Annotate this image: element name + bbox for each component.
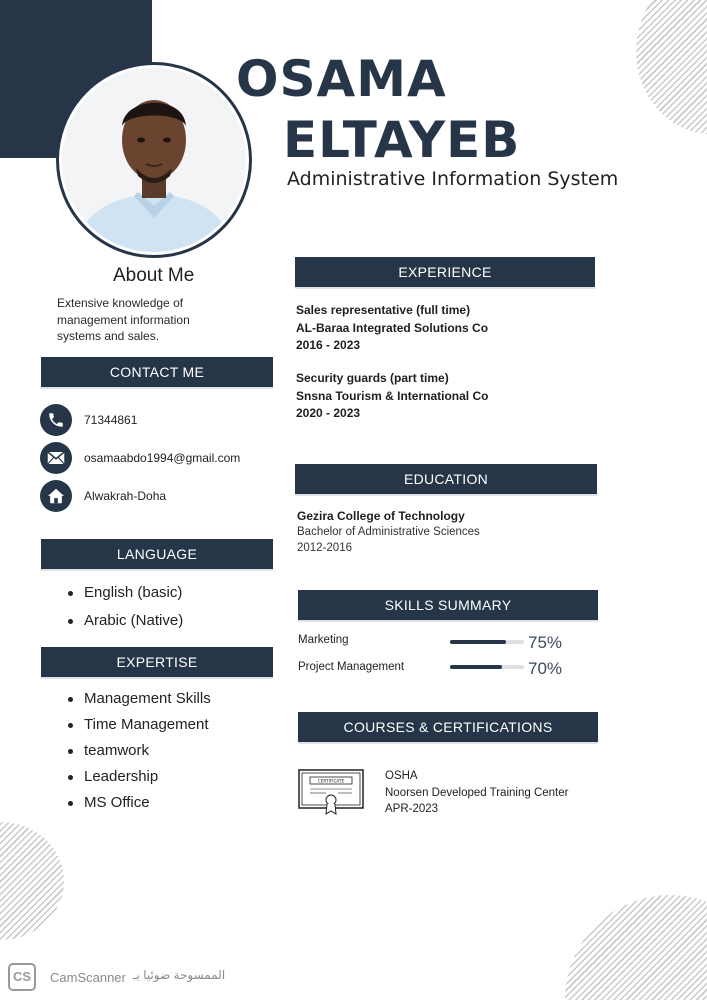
education-heading-bar bbox=[295, 464, 597, 494]
list-item: Leadership bbox=[66, 768, 211, 794]
list-item: Time Management bbox=[66, 716, 211, 742]
camscanner-name: CamScanner bbox=[50, 970, 126, 985]
skill-percent: 70% bbox=[528, 659, 563, 678]
skill-progress-bar bbox=[450, 640, 524, 644]
phone-icon bbox=[40, 404, 72, 436]
experience-heading-bar bbox=[295, 257, 595, 287]
expertise-list bbox=[66, 690, 211, 820]
language-list bbox=[66, 584, 183, 640]
first-name: OSAMA bbox=[236, 50, 447, 108]
skill-name: Project Management bbox=[298, 661, 405, 673]
phone-number: 71344861 bbox=[84, 413, 138, 427]
address: Alwakrah-Doha bbox=[84, 489, 167, 503]
job-years: 2020 - 2023 bbox=[296, 406, 361, 420]
course-name: OSHA bbox=[385, 770, 418, 782]
job-role: Security guards (part time) bbox=[296, 371, 449, 385]
about-heading: About Me bbox=[113, 265, 195, 286]
skill-percent: 75% bbox=[528, 633, 563, 652]
certificate-icon bbox=[298, 769, 364, 815]
job-entry bbox=[296, 370, 488, 423]
language-heading: LANGUAGE bbox=[116, 546, 198, 562]
about-text: Extensive knowledge of management information systems and sales. bbox=[57, 296, 190, 343]
list-item: teamwork bbox=[66, 742, 211, 768]
skills-heading: SKILLS SUMMARY bbox=[384, 597, 512, 613]
mail-icon bbox=[40, 442, 72, 474]
profile-photo bbox=[56, 62, 252, 258]
certificate-badge-text: CERTIFICATE bbox=[317, 778, 345, 784]
education-heading: EDUCATION bbox=[403, 471, 489, 487]
experience-heading: EXPERIENCE bbox=[398, 264, 492, 280]
list-item: Arabic (Native) bbox=[66, 612, 183, 640]
education-school: Gezira College of Technology bbox=[297, 509, 465, 523]
courses-heading: COURSES & CERTIFICATIONS bbox=[343, 719, 553, 735]
list-item: English (basic) bbox=[66, 584, 183, 612]
skill-progress-fill bbox=[450, 640, 506, 644]
job-years: 2016 - 2023 bbox=[296, 338, 361, 352]
list-item: MS Office bbox=[66, 794, 211, 820]
job-title: Administrative Information System bbox=[287, 168, 619, 190]
job-company: AL-Baraa Integrated Solutions Co bbox=[296, 320, 489, 335]
skill-name: Marketing bbox=[298, 634, 349, 646]
expertise-heading: EXPERTISE bbox=[116, 654, 198, 670]
contact-heading-bar bbox=[41, 357, 273, 387]
job-entry bbox=[296, 302, 488, 355]
home-icon bbox=[40, 480, 72, 512]
course-date: APR-2023 bbox=[385, 803, 439, 815]
language-heading-bar bbox=[41, 539, 273, 569]
last-name: ELTAYEB bbox=[283, 111, 521, 169]
skill-progress-bar bbox=[450, 665, 524, 669]
hatched-circle-top-right bbox=[636, 0, 707, 134]
camscanner-arabic-text: الممسوحة ضوئيا بـ bbox=[133, 968, 226, 982]
courses-heading-bar bbox=[298, 712, 598, 742]
profile-photo-illustration bbox=[62, 68, 246, 252]
email-address: osamaabdo1994@gmail.com bbox=[84, 451, 241, 465]
course-provider: Noorsen Developed Training Center bbox=[385, 787, 569, 799]
list-item: Management Skills bbox=[66, 690, 211, 716]
education-degree: Bachelor of Administrative Sciences bbox=[297, 526, 480, 538]
education-years: 2012-2016 bbox=[297, 542, 352, 554]
contact-heading: CONTACT ME bbox=[109, 364, 205, 380]
expertise-heading-bar bbox=[41, 647, 273, 677]
hatched-circle-bottom-left bbox=[0, 822, 64, 940]
skill-progress-fill bbox=[450, 665, 502, 669]
skills-heading-bar bbox=[298, 590, 598, 620]
camscanner-logo: CS bbox=[8, 963, 36, 991]
job-role: Sales representative (full time) bbox=[296, 303, 471, 317]
job-company: Snsna Tourism & International Co bbox=[296, 388, 489, 403]
hatched-circle-bottom-right bbox=[565, 895, 707, 1000]
